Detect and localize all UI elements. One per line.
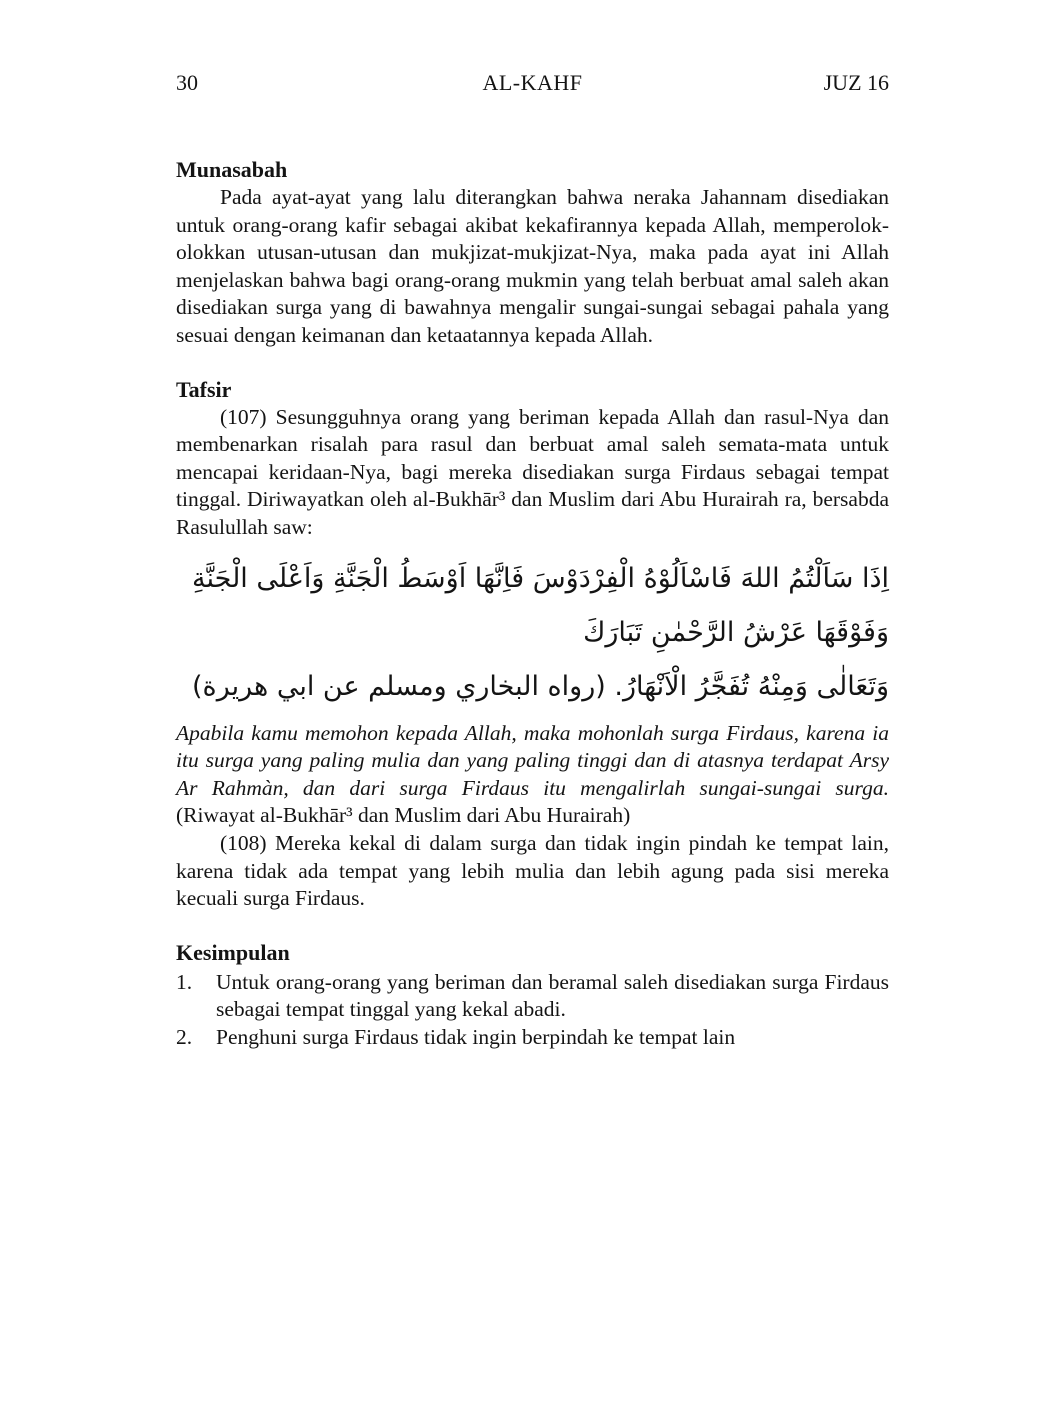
tafsir-heading: Tafsir bbox=[176, 376, 232, 402]
list-item-text: Penghuni surga Firdaus tidak ingin berpindah ke tempat lain bbox=[216, 1024, 736, 1049]
list-item-text: Untuk orang-orang yang beriman dan beramal saleh disediakan surga Firdaus sebagai tempat tinggal yang kekal abadi. bbox=[216, 969, 889, 1022]
hadith-translation-text: Apabila kamu memohon kepada Allah, maka mohonlah surga Firdaus, karena ia itu surga yang paling mulia dan yang paling tinggi dan di atasnya terdapat Arsy Ar Rahmàn, dan dari surga Firdaus itu mengalirlah sungai-sungai surga. bbox=[176, 720, 889, 800]
munasabah-heading: Munasabah bbox=[176, 157, 288, 182]
hadith-arabic-line-2: وَتَعَالٰى وَمِنْهُ تُفَجَّرُ الْاَنْهَارُ. (رواه البخاري ومسلم عن ابي هريرة) bbox=[192, 670, 889, 702]
tafsir-paragraph-108: (108) Mereka kekal di dalam surga dan tidak ingin pindah ke tempat lain, karena tidak ada tempat yang lebih mulia dan lebih agung pada sisi mereka kecuali surga Firdaus. bbox=[176, 830, 889, 911]
list-item-number: 1. bbox=[176, 969, 193, 994]
surah-title: AL-KAHF bbox=[482, 70, 583, 95]
kesimpulan-heading: Kesimpulan bbox=[176, 939, 290, 965]
munasabah-paragraph: Pada ayat-ayat yang lalu diterangkan bahwa neraka Jahannam disediakan untuk orang-orang kafir sebagai akibat kekafirannya kepada Allah, memperolok-olokkan utusan-utusan dan mukjizat-mukjizat-Nya, maka pada ayat ini Allah menjelaskan bahwa bagi orang-orang mukmin yang telah berbuat amal saleh akan disediakan surga yang di bawahnya mengalir sungai-sungai sebagai pahala yang sesuai dengan keimanan dan ketaatannya kepada Allah. bbox=[176, 185, 889, 347]
hadith-translation-paragraph bbox=[176, 720, 889, 830]
tafsir-paragraph-107: (107) Sesungguhnya orang yang beriman kepada Allah dan rasul-Nya dan membenarkan risalah para rasul dan berbuat amal saleh semata-mata untuk mencapai keridaan-Nya, bagi mereka disediakan surga Firdaus sebagai tempat tinggal. Diriwayatkan oleh al-Bukhār³ dan Muslim dari Abu Hurairah ra, bersabda Rasulullah saw: bbox=[176, 404, 889, 539]
list-item bbox=[176, 1024, 889, 1052]
page-number: 30 bbox=[176, 70, 198, 95]
juz-label: JUZ 16 bbox=[823, 70, 890, 95]
kesimpulan-list bbox=[176, 969, 889, 1052]
hadith-translation-source: (Riwayat al-Bukhār³ dan Muslim dari Abu Hurairah) bbox=[176, 803, 631, 828]
list-item-number: 2. bbox=[176, 1024, 193, 1049]
hadith-arabic-line-1: اِذَا سَاَلْتُمُ اللهَ فَاسْاَلُوْهُ الْفِرْدَوْسَ فَاِنَّهَا اَوْسَطُ الْجَنَّةِ وَاَعْلَى الْجَنَّةِ وَفَوْقَهَا عَرْشُ الرَّحْمٰنِ تَبَارَكَ bbox=[192, 562, 889, 648]
list-item bbox=[176, 969, 889, 1024]
running-header bbox=[176, 70, 889, 96]
hadith-arabic-quote bbox=[176, 552, 889, 714]
